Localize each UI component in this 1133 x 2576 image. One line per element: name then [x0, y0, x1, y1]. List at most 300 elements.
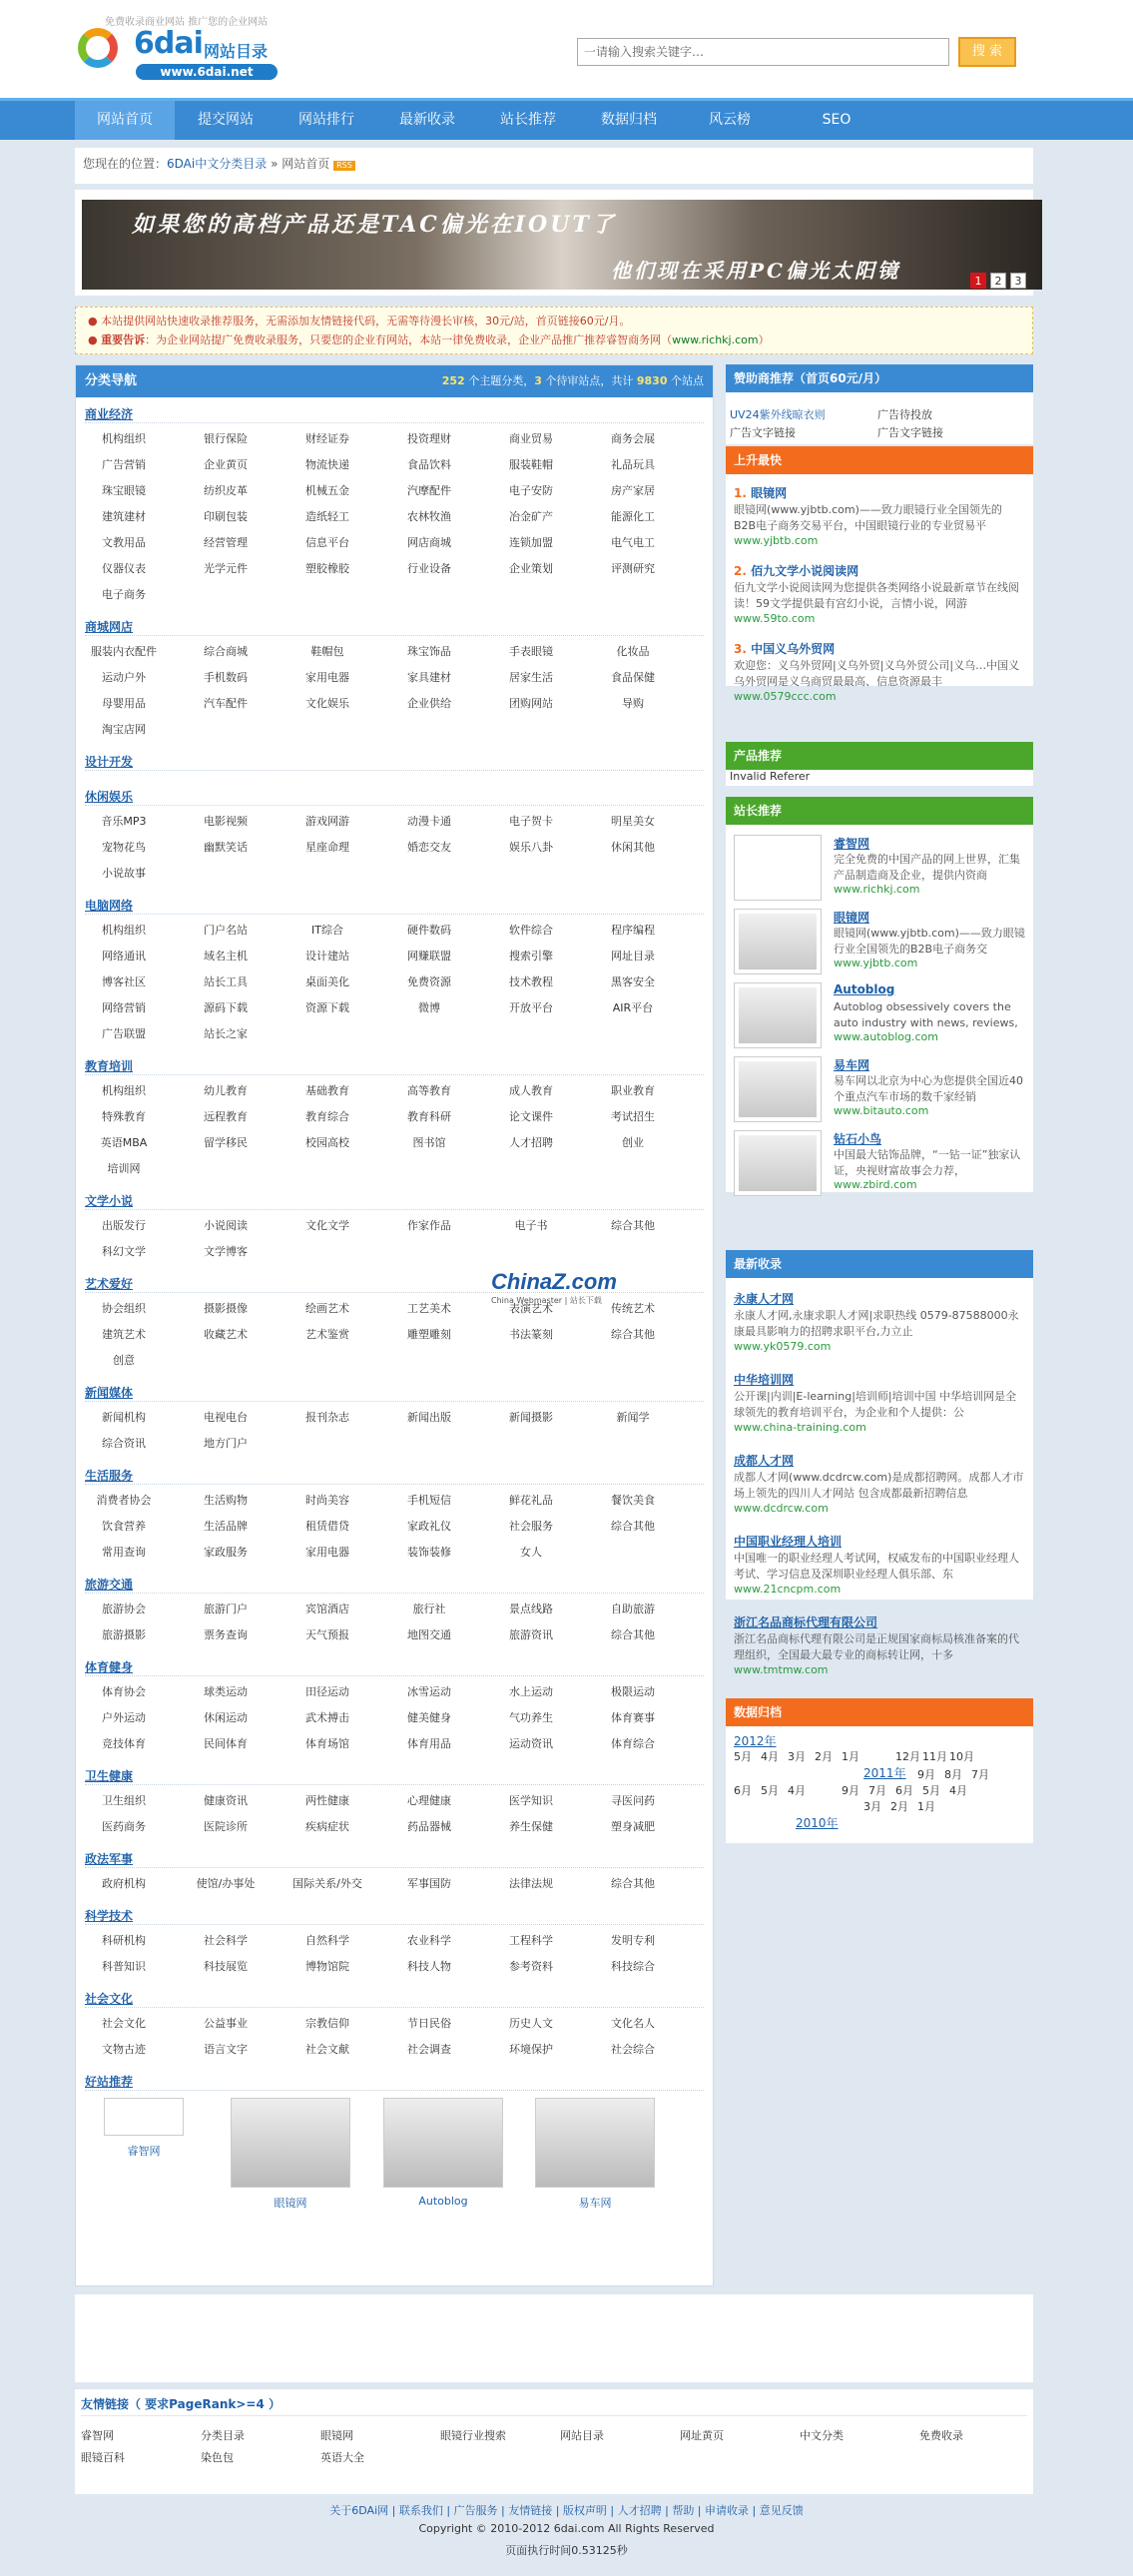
archive-month[interactable]: 1月 — [842, 1750, 859, 1763]
category-link[interactable]: 寻医问药 — [611, 1794, 655, 1807]
category-link[interactable]: 医学知识 — [509, 1794, 553, 1807]
category-link[interactable]: 工艺美术 — [407, 1302, 451, 1315]
archive-month[interactable]: 4月 — [949, 1784, 967, 1797]
category-link[interactable]: 广告联盟 — [102, 1027, 146, 1040]
category-link[interactable]: 塑胶橡胶 — [305, 562, 349, 575]
category-link[interactable]: 财经证券 — [305, 432, 349, 445]
category-link[interactable]: 特殊教育 — [102, 1110, 146, 1123]
category-link[interactable]: 社会调查 — [407, 2043, 451, 2056]
category-link[interactable]: 软件综合 — [509, 924, 553, 937]
notice-link[interactable]: www.richkj.com — [672, 333, 759, 346]
category-link[interactable]: 食品保健 — [611, 671, 655, 684]
category-link[interactable]: 自然科学 — [305, 1934, 349, 1947]
category-link[interactable]: 家政服务 — [204, 1546, 248, 1559]
category-link[interactable]: 家具建材 — [407, 671, 451, 684]
category-link[interactable]: 健美健身 — [407, 1711, 451, 1724]
category-link[interactable]: 珠宝饰品 — [407, 645, 451, 658]
archive-month[interactable]: 8月 — [944, 1768, 962, 1781]
webmaster-thumb[interactable] — [734, 982, 822, 1048]
category-link[interactable]: 礼品玩具 — [611, 458, 655, 471]
category-link[interactable]: 机构组织 — [102, 924, 146, 937]
breadcrumb-site[interactable]: 6DAi中文分类目录 — [167, 157, 268, 171]
rising-item-url[interactable]: www.59to.com — [734, 612, 816, 625]
category-link[interactable]: 站长之家 — [204, 1027, 248, 1040]
webmaster-item-name[interactable]: 易车网 — [834, 1058, 870, 1072]
friend-rec-name[interactable]: 易车网 — [578, 2197, 612, 2210]
category-link[interactable]: 成人教育 — [509, 1084, 553, 1097]
category-link[interactable]: 仪器仪表 — [102, 562, 146, 575]
category-link[interactable]: 休闲其他 — [611, 841, 655, 854]
chinaz-logo[interactable]: ChinaZ.com China Webmaster | 站长下载 — [491, 1269, 617, 1305]
latest-item-name[interactable]: 永康人才网 — [734, 1292, 795, 1306]
nav-home[interactable]: 网站首页 — [75, 101, 175, 140]
rising-item-name[interactable]: 中国义乌外贸网 — [746, 642, 836, 656]
category-title[interactable]: 文学小说 — [85, 1194, 134, 1208]
category-link[interactable]: 公益事业 — [204, 2017, 248, 2030]
archive-month[interactable]: 1月 — [917, 1800, 935, 1813]
category-link[interactable]: 微博 — [418, 1001, 440, 1014]
category-link[interactable]: 评测研究 — [611, 562, 655, 575]
category-link[interactable]: 纺织皮革 — [204, 484, 248, 497]
category-link[interactable]: 报刊杂志 — [305, 1411, 349, 1424]
category-link[interactable]: 服装内衣配件 — [91, 645, 157, 658]
category-link[interactable]: 文学博客 — [204, 1245, 248, 1258]
category-link[interactable]: 气功养生 — [509, 1711, 553, 1724]
friend-link[interactable]: 免费收录 — [919, 2429, 963, 2442]
category-link[interactable]: 票务查询 — [204, 1628, 248, 1641]
category-link[interactable]: 两性健康 — [305, 1794, 349, 1807]
latest-item-name[interactable]: 中国职业经理人培训 — [734, 1535, 843, 1549]
category-link[interactable]: 养生保健 — [509, 1820, 553, 1833]
category-link[interactable]: 综合其他 — [611, 1219, 655, 1232]
category-link[interactable]: 文化文学 — [305, 1219, 349, 1232]
category-link[interactable]: 母婴用品 — [102, 697, 146, 710]
search-input[interactable]: 一请输入搜索关键字… — [577, 38, 949, 66]
webmaster-item-name[interactable]: 眼镜网 — [834, 911, 870, 925]
category-link[interactable]: 珠宝眼镜 — [102, 484, 146, 497]
friend-link[interactable]: 英语大全 — [320, 2451, 364, 2464]
category-title[interactable]: 体育健身 — [85, 1660, 134, 1674]
category-link[interactable]: 体育场馆 — [305, 1737, 349, 1750]
category-link[interactable]: 参考资料 — [509, 1960, 553, 1973]
category-link[interactable]: 投资理财 — [407, 432, 451, 445]
category-link[interactable]: 音乐MP3 — [101, 815, 147, 828]
category-link[interactable]: 机构组织 — [102, 1084, 146, 1097]
category-link[interactable]: 艺术鉴赏 — [305, 1328, 349, 1341]
category-link[interactable]: 旅游协会 — [102, 1603, 146, 1615]
webmaster-thumb[interactable] — [734, 1130, 822, 1196]
category-link[interactable]: 极限运动 — [611, 1685, 655, 1698]
category-link[interactable]: 科普知识 — [102, 1960, 146, 1973]
friend-rec-name[interactable]: 睿智网 — [127, 2145, 161, 2158]
category-title[interactable]: 卫生健康 — [85, 1769, 134, 1783]
category-link[interactable]: 科技综合 — [611, 1960, 655, 1973]
category-link[interactable]: 搜索引擎 — [509, 950, 553, 963]
rising-item-title[interactable] — [734, 640, 835, 657]
category-link[interactable]: 资源下载 — [305, 1001, 349, 1014]
category-link[interactable]: 法律法规 — [509, 1877, 553, 1890]
sponsor-link-3[interactable]: 广告文字链接 — [730, 426, 796, 439]
category-link[interactable]: 硬件数码 — [407, 924, 451, 937]
archive-month[interactable]: 4月 — [761, 1750, 779, 1763]
banner-image[interactable] — [82, 200, 1042, 290]
category-link[interactable]: 免费资源 — [407, 975, 451, 988]
category-link[interactable]: 田径运动 — [305, 1685, 349, 1698]
category-link[interactable]: 电子书 — [514, 1219, 548, 1232]
category-link[interactable]: 婚恋交友 — [407, 841, 451, 854]
category-link[interactable]: 生活购物 — [204, 1494, 248, 1507]
category-link[interactable]: 鲜花礼品 — [509, 1494, 553, 1507]
rising-item-title[interactable] — [734, 484, 787, 501]
category-link[interactable]: 综合其他 — [611, 1628, 655, 1641]
category-link[interactable]: 源码下载 — [204, 1001, 248, 1014]
category-link[interactable]: 综合资讯 — [102, 1437, 146, 1450]
category-link[interactable]: 鞋帽包 — [310, 645, 344, 658]
category-link[interactable]: 网店商城 — [407, 536, 451, 549]
category-link[interactable]: 网赚联盟 — [407, 950, 451, 963]
nav-rank[interactable]: 网站排行 — [298, 112, 354, 128]
archive-year-2012[interactable]: 2012年 — [734, 1734, 777, 1748]
archive-month[interactable]: 6月 — [734, 1784, 752, 1797]
category-link[interactable]: 经营管理 — [204, 536, 248, 549]
category-link[interactable]: 心理健康 — [407, 1794, 451, 1807]
category-link[interactable]: 商务会展 — [611, 432, 655, 445]
category-link[interactable]: 淘宝店网 — [102, 723, 146, 736]
category-link[interactable]: 农林牧渔 — [407, 510, 451, 523]
category-link[interactable]: 环境保护 — [509, 2043, 553, 2056]
category-link[interactable]: 卫生组织 — [102, 1794, 146, 1807]
category-link[interactable]: 家政礼仪 — [407, 1520, 451, 1533]
rising-item-name[interactable]: 眼镜网 — [746, 486, 788, 500]
category-link[interactable]: 女人 — [520, 1546, 542, 1559]
category-link[interactable]: 商业贸易 — [509, 432, 553, 445]
category-link[interactable]: 程序编程 — [611, 924, 655, 937]
category-link[interactable]: 农业科学 — [407, 1934, 451, 1947]
category-link[interactable]: 小说阅读 — [204, 1219, 248, 1232]
category-link[interactable]: 社会科学 — [204, 1934, 248, 1947]
banner-page-1[interactable]: 1 — [970, 273, 986, 289]
friend-link[interactable]: 染色包 — [201, 2451, 234, 2464]
category-link[interactable]: 饮食营养 — [102, 1520, 146, 1533]
category-link[interactable]: 企业黄页 — [204, 458, 248, 471]
category-link[interactable]: 黑客安全 — [611, 975, 655, 988]
category-link[interactable]: 培训网 — [107, 1162, 141, 1175]
category-link[interactable]: 作家作品 — [407, 1219, 451, 1232]
category-title[interactable]: 教育培训 — [85, 1059, 134, 1073]
category-link[interactable]: 消费者协会 — [96, 1494, 152, 1507]
category-link[interactable]: 冰雪运动 — [407, 1685, 451, 1698]
category-link[interactable]: 旅游资讯 — [509, 1628, 553, 1641]
category-link[interactable]: 导购 — [622, 697, 644, 710]
category-link[interactable]: 汽车配件 — [204, 697, 248, 710]
category-link[interactable]: 连锁加盟 — [509, 536, 553, 549]
category-title[interactable]: 科学技术 — [85, 1909, 134, 1923]
category-link[interactable]: 科研机构 — [102, 1934, 146, 1947]
category-title[interactable]: 旅游交通 — [85, 1578, 134, 1592]
category-title[interactable]: 商城网店 — [85, 620, 134, 634]
category-link[interactable]: 博客社区 — [102, 975, 146, 988]
category-link[interactable]: 体育综合 — [611, 1737, 655, 1750]
category-link[interactable]: 印刷包装 — [204, 510, 248, 523]
category-link[interactable]: 电子安防 — [509, 484, 553, 497]
category-link[interactable]: 雕塑雕刻 — [407, 1328, 451, 1341]
category-link[interactable]: 小说故事 — [102, 867, 146, 880]
latest-item-url[interactable]: www.yk0579.com — [734, 1340, 832, 1353]
category-link[interactable]: 文化名人 — [611, 2017, 655, 2030]
category-link[interactable]: 收藏艺术 — [204, 1328, 248, 1341]
category-link[interactable]: 基础教育 — [305, 1084, 349, 1097]
category-link[interactable]: 景点线路 — [509, 1603, 553, 1615]
webmaster-thumb[interactable] — [734, 909, 822, 974]
category-link[interactable]: 休闲运动 — [204, 1711, 248, 1724]
category-link[interactable]: 网络营销 — [102, 1001, 146, 1014]
category-link[interactable]: AIR平台 — [612, 1001, 654, 1014]
category-link[interactable]: 综合其他 — [611, 1520, 655, 1533]
friend-rec-title[interactable]: 好站推荐 — [85, 2075, 134, 2089]
category-link[interactable]: 新闻机构 — [102, 1411, 146, 1424]
category-link[interactable]: 校园高校 — [305, 1136, 349, 1149]
category-link[interactable]: 家用电器 — [305, 671, 349, 684]
category-link[interactable]: 塑身减肥 — [611, 1820, 655, 1833]
category-link[interactable]: 考试招生 — [611, 1110, 655, 1123]
banner-page-3[interactable]: 3 — [1010, 273, 1026, 289]
category-link[interactable]: 电影视频 — [204, 815, 248, 828]
category-link[interactable]: 电子商务 — [102, 588, 146, 601]
category-title[interactable]: 设计开发 — [85, 755, 134, 769]
category-link[interactable]: 摄影摄像 — [204, 1302, 248, 1315]
friend-link[interactable]: 网址黄页 — [680, 2429, 724, 2442]
category-link[interactable]: 开放平台 — [509, 1001, 553, 1014]
category-link[interactable]: 旅行社 — [412, 1603, 446, 1615]
category-link[interactable]: 地图交通 — [407, 1628, 451, 1641]
category-link[interactable]: 银行保险 — [204, 432, 248, 445]
category-link[interactable]: 新闻出版 — [407, 1411, 451, 1424]
category-link[interactable]: 节日民俗 — [407, 2017, 451, 2030]
category-link[interactable]: 人才招聘 — [509, 1136, 553, 1149]
category-link[interactable]: 工程科学 — [509, 1934, 553, 1947]
category-title[interactable]: 商业经济 — [85, 407, 134, 421]
category-link[interactable]: 科技展览 — [204, 1960, 248, 1973]
category-link[interactable]: 桌面美化 — [305, 975, 349, 988]
category-link[interactable]: 电视电台 — [204, 1411, 248, 1424]
banner-page-2[interactable]: 2 — [990, 273, 1006, 289]
archive-month[interactable]: 5月 — [761, 1784, 779, 1797]
category-link[interactable]: 教育综合 — [305, 1110, 349, 1123]
archive-month[interactable]: 7月 — [868, 1784, 886, 1797]
archive-month[interactable]: 7月 — [971, 1768, 989, 1781]
category-link[interactable]: 企业供给 — [407, 697, 451, 710]
archive-month[interactable]: 2月 — [815, 1750, 833, 1763]
friend-rec-name[interactable]: 眼镜网 — [274, 2197, 307, 2210]
category-link[interactable]: 居家生活 — [509, 671, 553, 684]
site-logo[interactable] — [78, 12, 287, 84]
category-link[interactable]: 高等教育 — [407, 1084, 451, 1097]
category-link[interactable]: 建筑建材 — [102, 510, 146, 523]
webmaster-item-url[interactable]: www.yjbtb.com — [834, 957, 918, 969]
category-link[interactable]: 书法篆刻 — [509, 1328, 553, 1341]
category-link[interactable]: 社会综合 — [611, 2043, 655, 2056]
category-link[interactable]: 运动户外 — [102, 671, 146, 684]
category-link[interactable]: 服装鞋帽 — [509, 458, 553, 471]
webmaster-item-name[interactable]: Autoblog — [834, 982, 895, 996]
category-link[interactable]: 食品饮料 — [407, 458, 451, 471]
nav-seo[interactable]: SEO — [822, 112, 851, 128]
archive-month[interactable]: 11月 — [922, 1750, 947, 1763]
friend-rec-thumb[interactable] — [231, 2098, 350, 2188]
friend-link[interactable]: 眼镜百科 — [81, 2451, 125, 2464]
archive-year-2011[interactable]: 2011年 — [863, 1766, 906, 1780]
category-link[interactable]: 地方门户 — [204, 1437, 248, 1450]
latest-item-name[interactable]: 中华培训网 — [734, 1373, 795, 1387]
category-link[interactable]: 站长工具 — [204, 975, 248, 988]
category-link[interactable]: 动漫卡通 — [407, 815, 451, 828]
category-link[interactable]: 体育用品 — [407, 1737, 451, 1750]
category-link[interactable]: IT综合 — [311, 924, 343, 937]
category-link[interactable]: 体育赛事 — [611, 1711, 655, 1724]
category-link[interactable]: 化妆品 — [616, 645, 650, 658]
category-link[interactable]: 创意 — [113, 1354, 135, 1367]
rss-icon[interactable]: RSS — [333, 161, 355, 171]
category-link[interactable]: 新闻摄影 — [509, 1411, 553, 1424]
footer-links[interactable]: 关于6DAi网 | 联系我们 | 广告服务 | 友情链接 | 版权声明 | 人才招聘 | 帮助 | 申请收录 | 意见反馈 — [329, 2504, 804, 2517]
category-link[interactable]: 宾馆酒店 — [305, 1603, 349, 1615]
category-link[interactable]: 武术搏击 — [305, 1711, 349, 1724]
category-link[interactable]: 天气预报 — [305, 1628, 349, 1641]
archive-month[interactable]: 2月 — [890, 1800, 908, 1813]
category-link[interactable]: 游戏网游 — [305, 815, 349, 828]
category-link[interactable]: 星座命理 — [305, 841, 349, 854]
webmaster-item-url[interactable]: www.richkj.com — [834, 883, 920, 896]
friend-rec-thumb[interactable] — [383, 2098, 503, 2188]
category-link[interactable]: 新闻学 — [616, 1411, 650, 1424]
category-link[interactable]: 冶金矿产 — [509, 510, 553, 523]
category-link[interactable]: 房产家居 — [611, 484, 655, 497]
category-link[interactable]: 政府机构 — [102, 1877, 146, 1890]
category-link[interactable]: 旅游门户 — [204, 1603, 248, 1615]
webmaster-thumb[interactable] — [734, 835, 822, 901]
category-link[interactable]: 娱乐八卦 — [509, 841, 553, 854]
category-link[interactable]: 医院诊所 — [204, 1820, 248, 1833]
category-link[interactable]: 户外运动 — [102, 1711, 146, 1724]
archive-month[interactable]: 12月 — [895, 1750, 920, 1763]
category-link[interactable]: 汽摩配件 — [407, 484, 451, 497]
category-link[interactable]: 论文课件 — [509, 1110, 553, 1123]
latest-item-name[interactable]: 浙江名品商标代理有限公司 — [734, 1615, 878, 1629]
rising-item-name[interactable]: 佰九文学小说阅读网 — [746, 564, 859, 578]
category-link[interactable]: 幽默笑话 — [204, 841, 248, 854]
category-link[interactable]: 球类运动 — [204, 1685, 248, 1698]
category-link[interactable]: 药品器械 — [407, 1820, 451, 1833]
category-link[interactable]: 绘画艺术 — [305, 1302, 349, 1315]
category-link[interactable]: 科技人物 — [407, 1960, 451, 1973]
category-link[interactable]: 协会组织 — [102, 1302, 146, 1315]
category-title[interactable]: 政法军事 — [85, 1852, 134, 1866]
category-link[interactable]: 留学移民 — [204, 1136, 248, 1149]
friend-link[interactable]: 网站目录 — [560, 2429, 604, 2442]
category-link[interactable]: 时尚美容 — [305, 1494, 349, 1507]
category-link[interactable]: 幼儿教育 — [204, 1084, 248, 1097]
nav-fengyun[interactable]: 风云榜 — [709, 112, 751, 128]
latest-item-url[interactable]: www.tmtmw.com — [734, 1663, 829, 1676]
category-link[interactable]: 餐饮美食 — [611, 1494, 655, 1507]
archive-month[interactable]: 4月 — [788, 1784, 806, 1797]
archive-month[interactable]: 5月 — [922, 1784, 940, 1797]
category-link[interactable]: 技术教程 — [509, 975, 553, 988]
category-link[interactable]: 职业教育 — [611, 1084, 655, 1097]
category-link[interactable]: 创业 — [622, 1136, 644, 1149]
latest-item-url[interactable]: www.dcdrcw.com — [734, 1502, 829, 1515]
webmaster-item-name[interactable]: 钻石小鸟 — [834, 1132, 882, 1146]
category-link[interactable]: 远程教育 — [204, 1110, 248, 1123]
friend-link[interactable]: 眼镜行业搜索 — [440, 2429, 506, 2442]
category-link[interactable]: 运动资讯 — [509, 1737, 553, 1750]
category-link[interactable]: 博物馆院 — [305, 1960, 349, 1973]
category-link[interactable]: 生活品牌 — [204, 1520, 248, 1533]
rising-item-title[interactable] — [734, 562, 858, 579]
category-link[interactable]: 文教用品 — [102, 536, 146, 549]
friend-link[interactable]: 睿智网 — [81, 2429, 114, 2442]
archive-month[interactable]: 3月 — [863, 1800, 881, 1813]
category-link[interactable]: 造纸轻工 — [305, 510, 349, 523]
rising-item-url[interactable]: www.0579ccc.com — [734, 690, 837, 703]
archive-month[interactable]: 10月 — [949, 1750, 974, 1763]
nav-archive[interactable]: 数据归档 — [601, 112, 657, 128]
friend-link[interactable]: 眼镜网 — [320, 2429, 353, 2442]
category-link[interactable]: 文化娱乐 — [305, 697, 349, 710]
category-link[interactable]: 健康资讯 — [204, 1794, 248, 1807]
category-link[interactable]: 企业策划 — [509, 562, 553, 575]
category-title[interactable]: 艺术爱好 — [85, 1277, 134, 1291]
category-link[interactable]: 综合其他 — [611, 1877, 655, 1890]
category-link[interactable]: 疾病症状 — [305, 1820, 349, 1833]
latest-item-url[interactable]: www.21cncpm.com — [734, 1583, 842, 1596]
category-link[interactable]: 家用电器 — [305, 1546, 349, 1559]
webmaster-item-url[interactable]: www.autoblog.com — [834, 1030, 938, 1043]
sponsor-link-1[interactable]: UV24紫外线晾衣则 — [730, 408, 826, 421]
webmaster-item-url[interactable]: www.zbird.com — [834, 1178, 917, 1191]
category-link[interactable]: 建筑艺术 — [102, 1328, 146, 1341]
friend-link[interactable]: 中文分类 — [800, 2429, 844, 2442]
category-title[interactable]: 休闲娱乐 — [85, 790, 134, 804]
category-link[interactable]: 手机短信 — [407, 1494, 451, 1507]
category-link[interactable]: 图书馆 — [412, 1136, 446, 1149]
category-title[interactable]: 电脑网络 — [85, 899, 134, 913]
category-link[interactable]: 手表眼镜 — [509, 645, 553, 658]
category-link[interactable]: 军事国防 — [407, 1877, 451, 1890]
category-link[interactable]: 电子贺卡 — [509, 815, 553, 828]
category-link[interactable]: 文物古迹 — [102, 2043, 146, 2056]
archive-month[interactable]: 9月 — [917, 1768, 935, 1781]
archive-year-2010[interactable]: 2010年 — [796, 1816, 839, 1830]
category-link[interactable]: 光学元件 — [204, 562, 248, 575]
category-link[interactable]: 科幻文学 — [102, 1245, 146, 1258]
nav-submit[interactable]: 提交网站 — [198, 112, 254, 128]
archive-month[interactable]: 9月 — [842, 1784, 859, 1797]
category-link[interactable]: 机械五金 — [305, 484, 349, 497]
category-link[interactable]: 信息平台 — [305, 536, 349, 549]
webmaster-thumb[interactable] — [734, 1056, 822, 1122]
category-link[interactable]: 语言文字 — [204, 2043, 248, 2056]
category-link[interactable]: 社会服务 — [509, 1520, 553, 1533]
webmaster-item-name[interactable]: 睿智网 — [834, 837, 870, 851]
category-link[interactable]: 发明专利 — [611, 1934, 655, 1947]
category-link[interactable]: 装饰装修 — [407, 1546, 451, 1559]
category-link[interactable]: 行业设备 — [407, 562, 451, 575]
category-link[interactable]: 使馆/办事处 — [196, 1877, 256, 1890]
friend-rec-thumb[interactable] — [104, 2098, 184, 2136]
search-button[interactable]: 搜 索 — [958, 37, 1016, 67]
category-link[interactable]: 竞技体育 — [102, 1737, 146, 1750]
